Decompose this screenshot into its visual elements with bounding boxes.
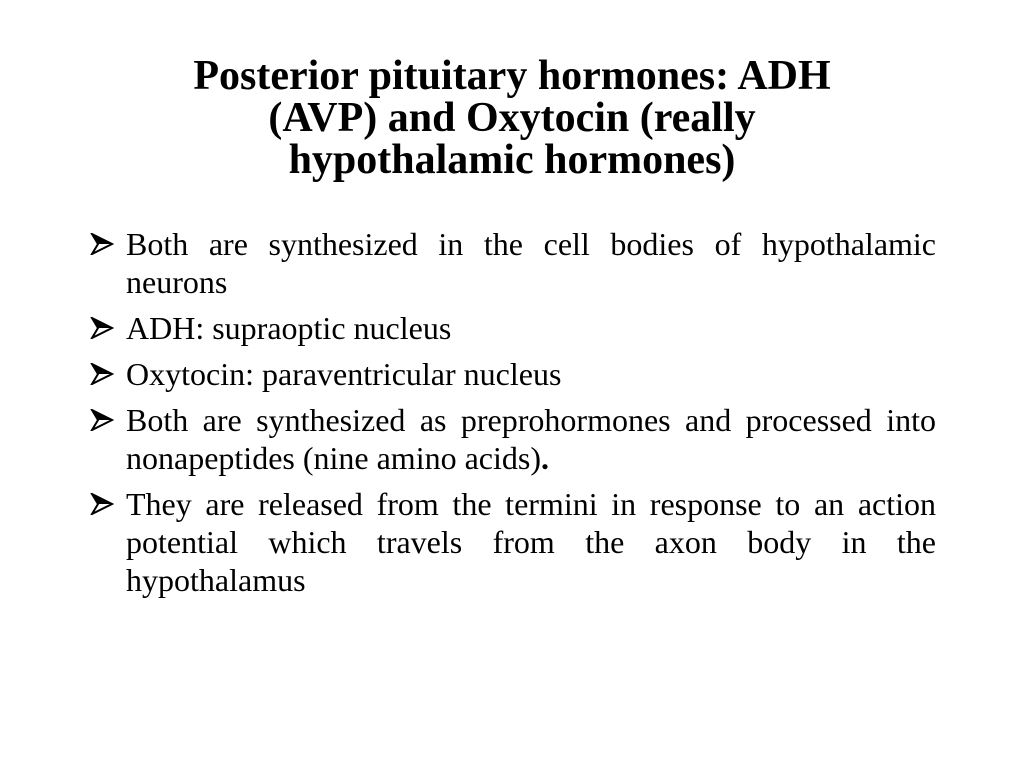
bullet-item: [90, 309, 936, 347]
bullet-item: [90, 485, 936, 599]
bullet-text: Both are synthesized in the cell bodies of hypothalamic neurons: [126, 226, 936, 300]
slide-title: [90, 55, 934, 181]
title-line: (AVP) and Oxytocin (really: [268, 95, 756, 141]
bullet-text: They are released from the termini in response to an action potential which travels from the axon body in the hypothalamus: [126, 486, 936, 598]
arrowhead-bullet-icon: [90, 225, 126, 263]
title-line: hypothalamic hormones): [288, 137, 736, 183]
bullet-text: Both are synthesized as preprohormones and processed into nonapeptides (nine amino acids).: [126, 402, 936, 476]
bullet-item: [90, 225, 936, 301]
arrowhead-bullet-icon: [90, 485, 126, 523]
arrowhead-bullet-icon: [90, 401, 126, 439]
bullet-text: ADH: supraoptic nucleus: [126, 310, 452, 346]
arrowhead-bullet-icon: [90, 355, 126, 393]
bullet-item: [90, 401, 936, 477]
bullet-text: Oxytocin: paraventricular nucleus: [126, 356, 562, 392]
arrowhead-bullet-icon: [90, 309, 126, 347]
title-line: Posterior pituitary hormones: ADH: [193, 53, 831, 99]
bullet-item: [90, 355, 936, 393]
bullet-list: [90, 225, 936, 607]
